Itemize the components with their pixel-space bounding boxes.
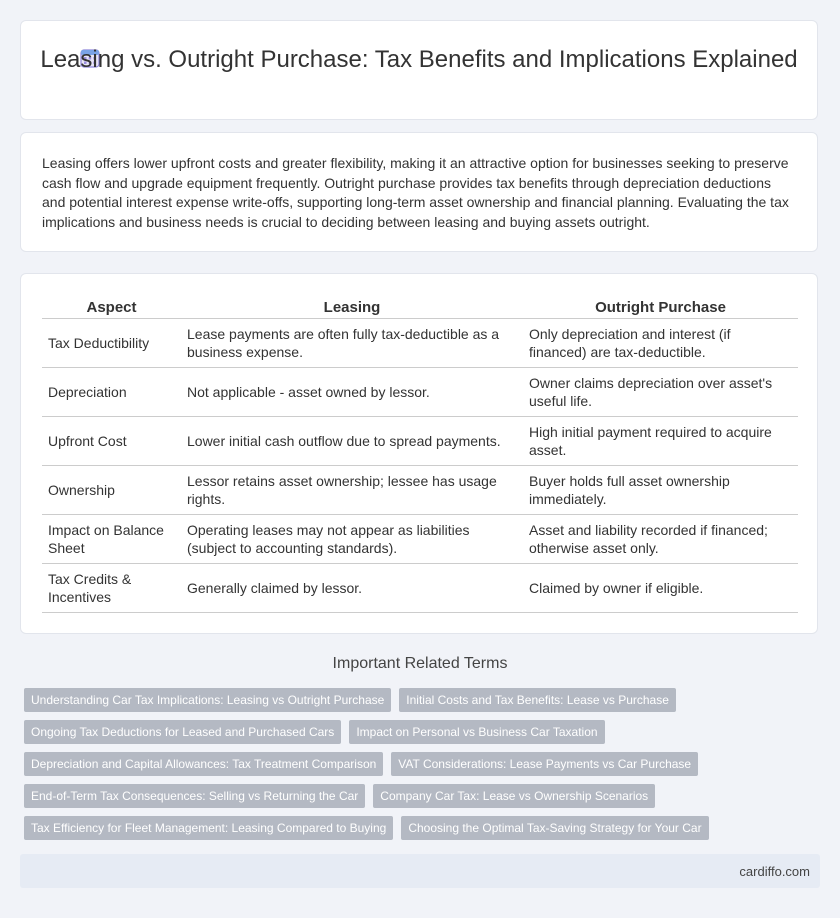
column-header-leasing: Leasing (181, 296, 523, 319)
cell-leasing: Generally claimed by lessor. (181, 564, 523, 613)
column-header-purchase: Outright Purchase (523, 296, 798, 319)
related-term-tag[interactable]: Ongoing Tax Deductions for Leased and Purchased Cars (24, 720, 341, 744)
comparison-table-card (20, 273, 818, 634)
intro-card (20, 132, 818, 252)
comparison-table (42, 296, 798, 613)
related-term-tag[interactable]: Tax Efficiency for Fleet Management: Leasing Compared to Buying (24, 816, 393, 840)
page-title: Leasing vs. Outright Purchase: Tax Benefits and Implications Explained (40, 46, 798, 73)
related-terms-list (24, 688, 814, 848)
related-term-tag[interactable]: Company Car Tax: Lease vs Ownership Scenarios (373, 784, 655, 808)
footer-site-link[interactable]: cardiffo.com (739, 864, 810, 879)
footer (20, 854, 820, 888)
cell-purchase: Claimed by owner if eligible. (523, 564, 798, 613)
cell-aspect: Tax Deductibility (42, 319, 181, 368)
related-term-tag[interactable]: End-of-Term Tax Consequences: Selling vs Returning the Car (24, 784, 365, 808)
cell-leasing: Lease payments are often fully tax-deductible as a business expense. (181, 319, 523, 368)
cell-purchase: Buyer holds full asset ownership immediately. (523, 466, 798, 515)
table-header-row (42, 296, 798, 319)
related-term-tag[interactable]: Impact on Personal vs Business Car Taxation (349, 720, 604, 744)
related-term-tag[interactable]: Initial Costs and Tax Benefits: Lease vs Purchase (399, 688, 676, 712)
cell-aspect: Ownership (42, 466, 181, 515)
table-row (42, 368, 798, 417)
column-header-aspect: Aspect (42, 296, 181, 319)
table-row (42, 417, 798, 466)
table-row (42, 564, 798, 613)
intro-text: Leasing offers lower upfront costs and greater flexibility, making it an attractive option for businesses seeking to preserve cash flow and upgrade equipment frequently. Outright purchase provides tax benefits through depreciation deductions and potential interest expense write-offs, supporting long-term asset ownership and financial planning. Evaluating the tax implications and business needs is crucial to deciding between leasing and buying assets outright. (42, 155, 789, 230)
cell-purchase: Owner claims depreciation over asset's useful life. (523, 368, 798, 417)
related-term-tag[interactable]: VAT Considerations: Lease Payments vs Car Purchase (391, 752, 698, 776)
cell-purchase: High initial payment required to acquire asset. (523, 417, 798, 466)
related-term-tag[interactable]: Depreciation and Capital Allowances: Tax Treatment Comparison (24, 752, 383, 776)
cell-leasing: Operating leases may not appear as liabilities (subject to accounting standards). (181, 515, 523, 564)
related-term-tag[interactable]: Choosing the Optimal Tax-Saving Strategy for Your Car (401, 816, 708, 840)
cell-purchase: Asset and liability recorded if financed; otherwise asset only. (523, 515, 798, 564)
related-term-tag[interactable]: Understanding Car Tax Implications: Leasing vs Outright Purchase (24, 688, 391, 712)
cell-purchase: Only depreciation and interest (if financed) are tax-deductible. (523, 319, 798, 368)
cell-leasing: Lower initial cash outflow due to spread payments. (181, 417, 523, 466)
cell-aspect: Impact on Balance Sheet (42, 515, 181, 564)
cell-aspect: Tax Credits & Incentives (42, 564, 181, 613)
related-terms-heading: Important Related Terms (332, 655, 508, 672)
cell-leasing: Lessor retains asset ownership; lessee has usage rights. (181, 466, 523, 515)
header-card (20, 20, 818, 120)
cell-aspect: Depreciation (42, 368, 181, 417)
cell-aspect: Upfront Cost (42, 417, 181, 466)
cell-leasing: Not applicable - asset owned by lessor. (181, 368, 523, 417)
table-row (42, 466, 798, 515)
table-row (42, 319, 798, 368)
table-row (42, 515, 798, 564)
